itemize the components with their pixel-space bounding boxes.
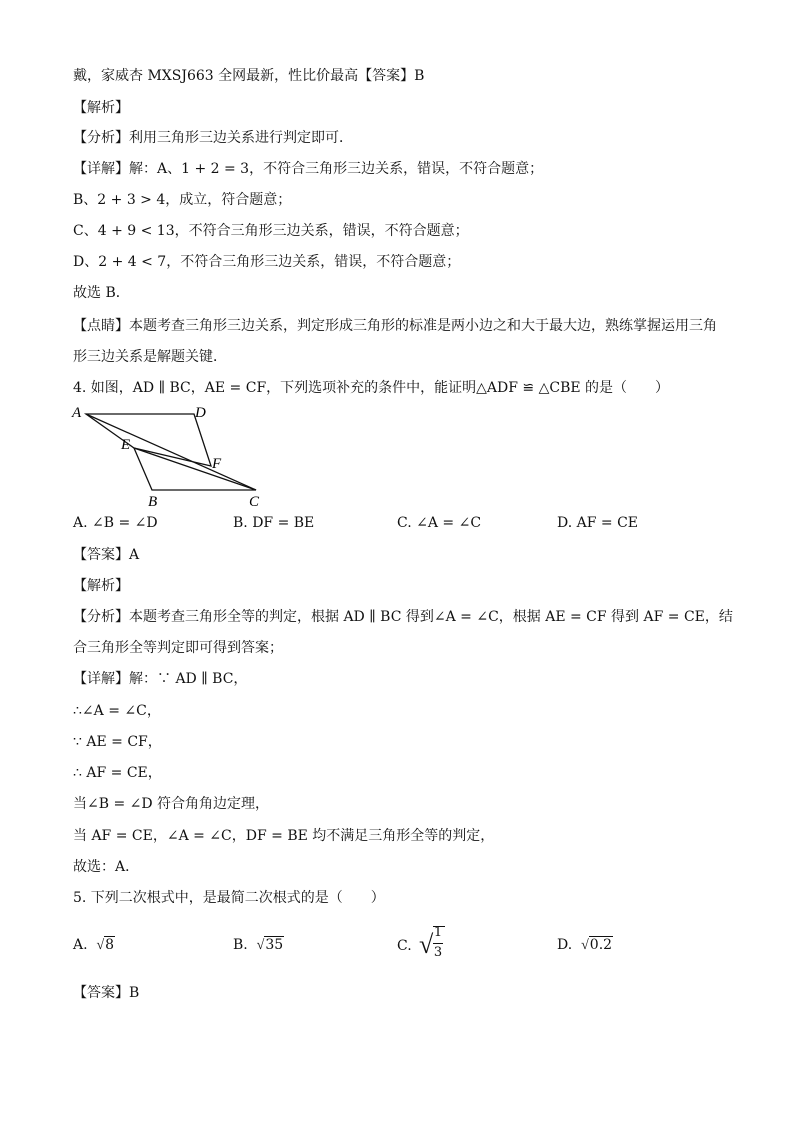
detail-line-a: 【详解】解：A、1 + 2 = 3，不符合三角形三边关系，错误，不符合题意； [73,161,544,177]
detail-line-5-q4: 当∠B = ∠D 符合角角边定理， [73,796,270,812]
detail-line-4-q4: ∴ AF = CE， [73,765,162,781]
question-4: 4. 如图，AD ∥ BC，AE = CF，下列选项补充的条件中，能证明△ADF ≌ △CBE 的是（ ） [73,380,670,396]
analysis-line-1-q4: 【分析】本题考查三角形全等的判定，根据 AD ∥ BC 得到∠A = ∠C，根据 AE = CF 得到 AF = CE，结 [73,609,733,625]
answer-line-q4: 【答案】A [73,547,140,563]
q5-option-c-numerator: 1 [433,925,443,940]
sqrt-icon: √ [581,938,589,953]
q4-option-b: B. DF = BE [233,515,315,531]
q5-option-c-letter: C. [397,938,412,954]
analysis-text: 【分析】利用三角形三边关系进行判定即可． [73,130,353,146]
q5-option-b-letter: B. [233,937,248,953]
fraction-bar [433,943,443,944]
q5-option-d-letter: D. [557,937,573,953]
label-C: C [249,494,260,510]
q5-option-c-denominator: 3 [433,945,443,960]
detail-line-1-q4: 【详解】解：∵ AD ∥ BC， [73,671,248,687]
q4-option-d: D. AF = CE [557,515,639,531]
conclusion-line-q4: 故选：A． [73,859,140,875]
comment-line-2: 形三边关系是解题关键． [73,349,227,365]
q5-option-a-value: 8 [105,937,115,953]
analysis-heading-q4: 【解析】 [73,578,129,594]
label-A: A [72,405,82,421]
label-F: F [212,456,222,472]
detail-line-6-q4: 当 AF = CE，∠A = ∠C，DF = BE 均不满足三角形全等的判定， [73,828,495,844]
label-E: E [121,437,131,453]
figure-edge-ebc [134,448,256,490]
geometry-figure [66,400,276,512]
analysis-line-2-q4: 合三角形全等判定即可得到答案； [73,640,283,656]
q5-option-d [557,935,613,956]
q5-option-b [233,935,284,956]
sqrt-icon: √ [96,938,105,953]
q5-option-a [73,935,115,956]
answer-line-q3: 戴，家威杏 MXSJ663 全网最新，性比价最高【答案】B [73,68,425,84]
q4-option-a: A. ∠B = ∠D [73,515,158,531]
detail-line-2-q4: ∴∠A = ∠C， [73,703,161,719]
figure-diagonal-ac [86,414,256,490]
q5-option-a-letter: A. [73,937,88,953]
label-D: D [195,405,206,421]
q5-option-b-value: 35 [265,937,284,953]
answer-line-q5: 【答案】B [73,985,140,1001]
detail-line-3-q4: ∵ AE = CF， [73,734,162,750]
detail-line-c: C、4 + 9 < 13，不符合三角形三边关系，错误，不符合题意； [73,223,469,239]
question-5: 5. 下列二次根式中，是最简二次根式的是（ ） [73,890,385,906]
sqrt-icon: √ [256,938,265,953]
detail-line-d: D、2 + 4 < 7，不符合三角形三边关系，错误，不符合题意； [73,254,461,270]
q4-option-c: C. ∠A = ∠C [397,515,482,531]
sqrt-icon: √ [419,930,434,959]
q5-option-d-value: 0.2 [589,937,613,953]
detail-line-b: B、2 + 3 > 4，成立，符合题意； [73,192,292,208]
analysis-heading: 【解析】 [73,100,129,116]
comment-line-1: 【点睛】本题考查三角形三边关系，判定形成三角形的标准是两小边之和大于最大边，熟练掌握运用三角 [73,318,717,334]
label-B: B [148,494,158,510]
conclusion-line: 故选 B． [73,285,130,301]
